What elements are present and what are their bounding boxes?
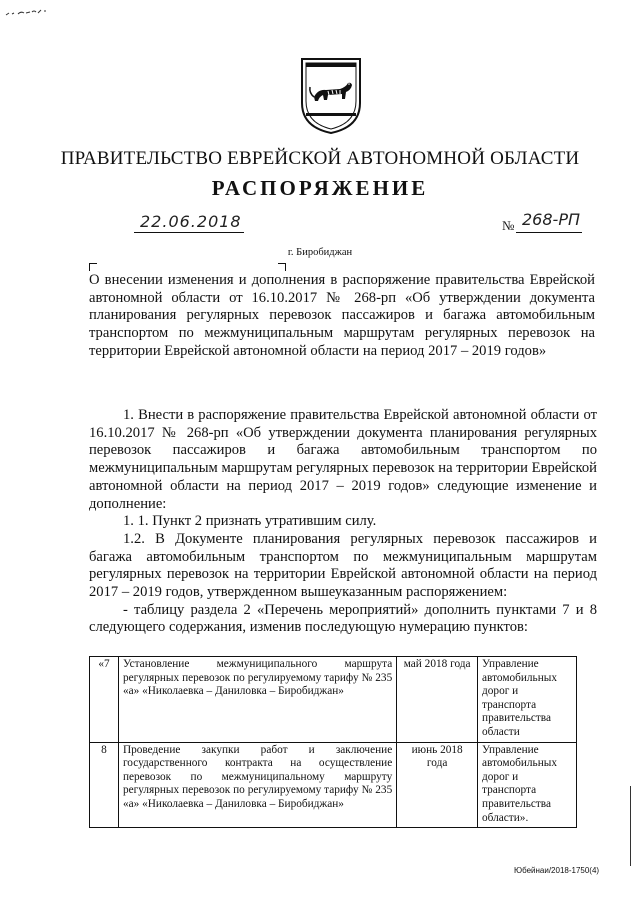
number-sign: № [502,218,515,233]
measures-table [89,656,577,828]
document-date: 22.06.2018 [140,212,242,231]
row-number: «7 [90,657,119,743]
number-underline [516,231,582,233]
document-type: РАСПОРЯЖЕНИЕ [211,176,429,200]
document-number: 268-РП [522,210,580,229]
date-underline [134,231,244,233]
paragraph-table-intro: - таблицу раздела 2 «Перечень мероприятий» дополнить пунктами 7 и 8 следующего содержания, изменив последующую нумерацию пунктов: [89,601,597,636]
scan-edge-line [630,786,631,866]
table-row [90,657,577,743]
paragraph-1: 1. Внести в распоряжение правительства Еврейской автономной области от 16.10.2017 № 268-рп «Об утверждении документа планирования регулярных перевозок пассажиров и багажа автомобильным транспортом по межмуниципальным маршрутам регулярных перевозок на территории Еврейской автономной области на период 2017 – 2019 годов» следующие изменение и дополнение: [89,407,597,512]
table-row [90,742,577,828]
paragraph-1-1: 1. 1. Пункт 2 признать утратившим силу. [123,513,377,530]
row-date: май 2018 года [397,657,478,743]
subject-corner-right [278,263,286,271]
document-body [89,407,597,637]
row-date: июнь 2018 года [397,742,478,828]
row-description: Установление межмуниципального маршрута регулярных перевозок по регулируемому тарифу № 235 «а» «Николаевка – Даниловка – Биробиджан» [118,657,396,743]
footer-code: Юбейнаи/2018-1750(4) [514,866,600,875]
coat-of-arms-emblem [298,53,364,135]
row-number: 8 [90,742,119,828]
subject-corner-left [89,263,97,271]
city-label: г. Биробиджан [287,247,353,258]
row-description: Проведение закупки работ и заключение государственного контракта на осуществление перевозок по межмуниципальному маршруту регулярных перевозок по регулируемому тарифу № 235 «а» «Николаевка – Даниловка – Биробиджан» [118,742,396,828]
scan-artifact [4,4,74,18]
row-responsible: Управление автомобильных дорог и транспорта правительства области». [478,742,577,828]
document-subject: О внесении изменения и дополнения в распоряжение правительства Еврейской автономной области от 16.10.2017 № 268-рп «Об утверждении документа планирования регулярных перевозок пассажиров и багажа автомобильным транспортом по межмуниципальным маршрутам регулярных перевозок на территории Еврейской автономной области на период 2017 – 2019 годов» [89,272,595,359]
row-responsible: Управление автомобильных дорог и транспорта правительства области [478,657,577,743]
government-title: ПРАВИТЕЛЬСТВО ЕВРЕЙСКОЙ АВТОНОМНОЙ ОБЛАСТИ [60,148,580,169]
paragraph-1-2: 1.2. В Документе планирования регулярных перевозок пассажиров и багажа автомобильным транспортом по межмуниципальным маршрутам регулярных перевозок на территории Еврейской автономной области на период 2017 – 2019 годов, утвержденном вышеуказанным распоряжением: [89,530,597,601]
